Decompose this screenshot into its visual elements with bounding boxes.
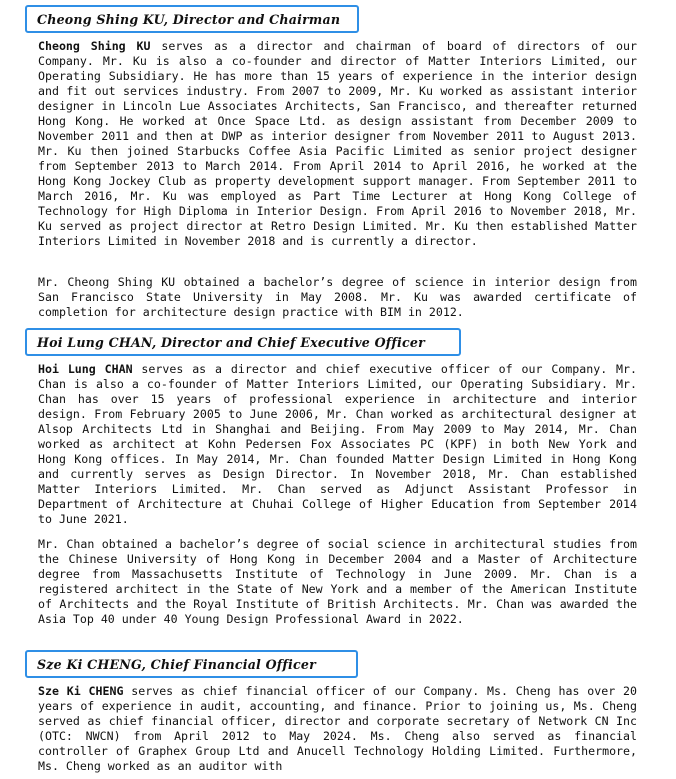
bio-text-cheng-1: serves as chief financial officer of our Company. Ms. Cheng has over 20 years of experience in audit, accounting, and finance. Prior to joining us, Ms. Cheng served as chief financial officer, director and corporate secretary of Network CN Inc (OTC: NWCN) from April 2012 to May 2024. Ms. Cheng also served as financial controller of Graphex Group Ltd and Anucell Technology Holding Limited. Furthermore, Ms. Cheng worked as an auditor with	[38, 684, 637, 773]
bio-lead-name-ku: Cheong Shing KU	[38, 39, 151, 53]
bio-lead-name-chan: Hoi Lung CHAN	[38, 362, 133, 376]
bio-paragraph-chan-2	[38, 537, 637, 627]
bio-text-ku-1: serves as a director and chairman of board of directors of our Company. Mr. Ku is also a co-founder and director of Matter Interiors Limited, our Operating Subsidiary. He has more than 15 years of experience in the interior design and fit out services industry. From 2007 to 2009, Mr. Ku worked as assistant interior designer in Lincoln Lue Associates Architects, San Francisco, and thereafter returned Hong Kong. He worked at Once Space Ltd. as design assistant from December 2009 to November 2011 and then at DWP as interior designer from November 2011 to August 2013. Mr. Ku then joined Starbucks Coffee Asia Pacific Limited as senior project designer from September 2013 to March 2014. From April 2014 to April 2016, he worked at the Hong Kong Jockey Club as property development support manager. From September 2011 to March 2016, Mr. Ku was employed as Part Time Lecturer at Hong Kong College of Technology for High Diploma in Interior Design. From April 2016 to November 2018, Mr. Ku served as project director at Retro Design Limited. Mr. Ku then established Matter Interiors Limited in November 2018 and is currently a director.	[38, 39, 637, 248]
bio-paragraph-ku-1	[38, 39, 637, 249]
bio-text-ku-2: Mr. Cheong Shing KU obtained a bachelor’s degree of science in interior design from San Francisco State University in May 2008. Mr. Ku was awarded certificate of completion for architecture design practice with BIM in 2012.	[38, 275, 637, 319]
section-heading-ku: Cheong Shing KU, Director and Chairman	[25, 5, 359, 33]
bio-paragraph-cheng-1	[38, 684, 637, 774]
section-heading-chan: Hoi Lung CHAN, Director and Chief Executive Officer	[25, 328, 461, 356]
bio-text-chan-2: Mr. Chan obtained a bachelor’s degree of social science in architectural studies from the Chinese University of Hong Kong in December 2004 and a Master of Architecture degree from Massachusetts Institute of Technology in June 2009. Mr. Chan is a registered architect in the State of New York and a member of the American Institute of Architects and the Royal Institute of British Architects. Mr. Chan was awarded the Asia Top 40 under 40 Young Design Professional Award in 2022.	[38, 537, 637, 626]
bio-paragraph-chan-1	[38, 362, 637, 527]
bio-lead-name-cheng: Sze Ki CHENG	[38, 684, 124, 698]
bio-paragraph-ku-2	[38, 275, 637, 320]
bio-text-chan-1: serves as a director and chief executive officer of our Company. Mr. Chan is also a co-founder of Matter Interiors Limited, our Operating Subsidiary. Mr. Chan has over 15 years of professional experience in architecture and interior design. From February 2005 to June 2006, Mr. Chan worked as architectural designer at Alsop Architects Ltd in Shanghai and Beijing. From May 2009 to May 2014, Mr. Chan worked as architect at Kohn Pedersen Fox Associates PC (KPF) in both New York and Hong Kong offices. In May 2014, Mr. Chan founded Matter Design Limited in Hong Kong and currently serves as Design Director. In November 2018, Mr. Chan established Matter Interiors Limited. Mr. Chan served as Adjunct Assistant Professor in Department of Architecture at Chuhai College of Higher Education from September 2014 to June 2021.	[38, 362, 637, 526]
section-heading-cheng: Sze Ki CHENG, Chief Financial Officer	[25, 650, 358, 678]
